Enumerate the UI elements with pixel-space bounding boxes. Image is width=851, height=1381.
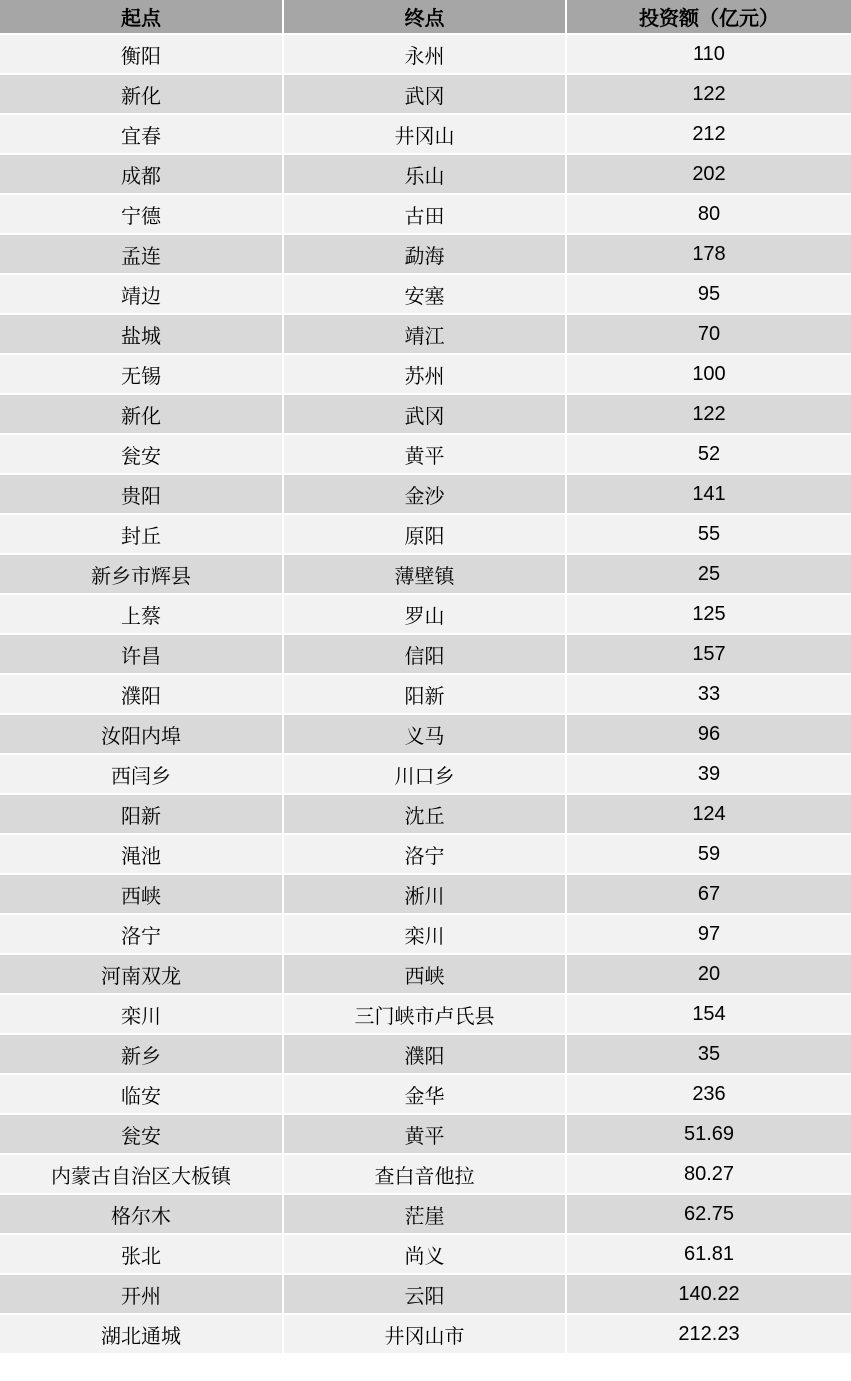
cell-origin: 渑池: [0, 834, 283, 874]
cell-destination: 安塞: [283, 274, 566, 314]
table-header-row: [0, 0, 851, 34]
column-header-origin: 起点: [0, 0, 283, 34]
cell-destination: 三门峡市卢氏县: [283, 994, 566, 1034]
cell-investment: 212: [566, 114, 851, 154]
cell-origin: 湖北通城: [0, 1314, 283, 1354]
cell-origin: 新化: [0, 74, 283, 114]
cell-origin: 阳新: [0, 794, 283, 834]
cell-destination: 永州: [283, 34, 566, 74]
cell-destination: 黄平: [283, 1114, 566, 1154]
cell-investment: 140.22: [566, 1274, 851, 1314]
cell-investment: 178: [566, 234, 851, 274]
cell-destination: 井冈山市: [283, 1314, 566, 1354]
table-row: [0, 434, 851, 474]
cell-destination: 金华: [283, 1074, 566, 1114]
cell-origin: 洛宁: [0, 914, 283, 954]
table-row: [0, 154, 851, 194]
cell-investment: 100: [566, 354, 851, 394]
cell-origin: 新乡市辉县: [0, 554, 283, 594]
table-row: [0, 1034, 851, 1074]
cell-origin: 河南双龙: [0, 954, 283, 994]
cell-investment: 110: [566, 34, 851, 74]
table-row: [0, 554, 851, 594]
cell-investment: 62.75: [566, 1194, 851, 1234]
cell-destination: 靖江: [283, 314, 566, 354]
cell-destination: 古田: [283, 194, 566, 234]
cell-origin: 内蒙古自治区大板镇: [0, 1154, 283, 1194]
cell-investment: 67: [566, 874, 851, 914]
cell-destination: 沈丘: [283, 794, 566, 834]
cell-investment: 25: [566, 554, 851, 594]
table-row: [0, 1194, 851, 1234]
cell-destination: 川口乡: [283, 754, 566, 794]
table-row: [0, 234, 851, 274]
table-row: [0, 874, 851, 914]
cell-destination: 黄平: [283, 434, 566, 474]
cell-destination: 尚义: [283, 1234, 566, 1274]
cell-investment: 154: [566, 994, 851, 1034]
cell-origin: 瓮安: [0, 1114, 283, 1154]
cell-destination: 查白音他拉: [283, 1154, 566, 1194]
table-row: [0, 1154, 851, 1194]
cell-investment: 20: [566, 954, 851, 994]
cell-investment: 212.23: [566, 1314, 851, 1354]
cell-investment: 80.27: [566, 1154, 851, 1194]
cell-destination: 洛宁: [283, 834, 566, 874]
cell-destination: 薄壁镇: [283, 554, 566, 594]
table-row: [0, 1074, 851, 1114]
column-header-investment: 投资额（亿元）: [566, 0, 851, 34]
cell-origin: 张北: [0, 1234, 283, 1274]
cell-investment: 33: [566, 674, 851, 714]
cell-investment: 141: [566, 474, 851, 514]
table-row: [0, 314, 851, 354]
cell-origin: 盐城: [0, 314, 283, 354]
cell-destination: 武冈: [283, 394, 566, 434]
cell-destination: 井冈山: [283, 114, 566, 154]
table-row: [0, 994, 851, 1034]
cell-origin: 栾川: [0, 994, 283, 1034]
table-row: [0, 34, 851, 74]
cell-destination: 乐山: [283, 154, 566, 194]
cell-destination: 阳新: [283, 674, 566, 714]
table-body: [0, 34, 851, 1354]
cell-origin: 宁德: [0, 194, 283, 234]
table-row: [0, 634, 851, 674]
cell-investment: 52: [566, 434, 851, 474]
cell-destination: 勐海: [283, 234, 566, 274]
table-row: [0, 674, 851, 714]
table-row: [0, 354, 851, 394]
cell-investment: 96: [566, 714, 851, 754]
cell-investment: 124: [566, 794, 851, 834]
cell-destination: 罗山: [283, 594, 566, 634]
cell-origin: 濮阳: [0, 674, 283, 714]
cell-investment: 80: [566, 194, 851, 234]
cell-investment: 95: [566, 274, 851, 314]
table-row: [0, 394, 851, 434]
cell-origin: 孟连: [0, 234, 283, 274]
cell-origin: 格尔木: [0, 1194, 283, 1234]
cell-origin: 瓮安: [0, 434, 283, 474]
cell-origin: 许昌: [0, 634, 283, 674]
table-row: [0, 114, 851, 154]
table-row: [0, 954, 851, 994]
table-row: [0, 474, 851, 514]
cell-origin: 汝阳内埠: [0, 714, 283, 754]
cell-destination: 原阳: [283, 514, 566, 554]
cell-origin: 西闫乡: [0, 754, 283, 794]
cell-destination: 濮阳: [283, 1034, 566, 1074]
cell-origin: 临安: [0, 1074, 283, 1114]
table-row: [0, 1234, 851, 1274]
cell-destination: 金沙: [283, 474, 566, 514]
cell-origin: 新乡: [0, 1034, 283, 1074]
cell-origin: 衡阳: [0, 34, 283, 74]
table-row: [0, 754, 851, 794]
cell-destination: 西峡: [283, 954, 566, 994]
cell-destination: 武冈: [283, 74, 566, 114]
table-row: [0, 1114, 851, 1154]
cell-destination: 苏州: [283, 354, 566, 394]
cell-investment: 157: [566, 634, 851, 674]
cell-investment: 35: [566, 1034, 851, 1074]
cell-destination: 义马: [283, 714, 566, 754]
table-row: [0, 74, 851, 114]
cell-origin: 宜春: [0, 114, 283, 154]
table-row: [0, 914, 851, 954]
cell-investment: 97: [566, 914, 851, 954]
cell-investment: 122: [566, 74, 851, 114]
cell-investment: 59: [566, 834, 851, 874]
cell-investment: 122: [566, 394, 851, 434]
cell-investment: 236: [566, 1074, 851, 1114]
table-row: [0, 834, 851, 874]
cell-investment: 70: [566, 314, 851, 354]
column-header-destination: 终点: [283, 0, 566, 34]
cell-investment: 202: [566, 154, 851, 194]
table-row: [0, 514, 851, 554]
table-row: [0, 714, 851, 754]
cell-origin: 贵阳: [0, 474, 283, 514]
cell-origin: 西峡: [0, 874, 283, 914]
table-row: [0, 794, 851, 834]
cell-origin: 新化: [0, 394, 283, 434]
cell-origin: 上蔡: [0, 594, 283, 634]
cell-origin: 靖边: [0, 274, 283, 314]
table-row: [0, 594, 851, 634]
cell-origin: 成都: [0, 154, 283, 194]
cell-destination: 栾川: [283, 914, 566, 954]
cell-investment: 55: [566, 514, 851, 554]
table-row: [0, 1274, 851, 1314]
cell-origin: 无锡: [0, 354, 283, 394]
cell-investment: 125: [566, 594, 851, 634]
table-row: [0, 1314, 851, 1354]
cell-destination: 信阳: [283, 634, 566, 674]
table-header: [0, 0, 851, 34]
cell-investment: 61.81: [566, 1234, 851, 1274]
cell-destination: 云阳: [283, 1274, 566, 1314]
cell-investment: 51.69: [566, 1114, 851, 1154]
cell-destination: 淅川: [283, 874, 566, 914]
cell-investment: 39: [566, 754, 851, 794]
cell-origin: 封丘: [0, 514, 283, 554]
cell-destination: 茫崖: [283, 1194, 566, 1234]
cell-origin: 开州: [0, 1274, 283, 1314]
table-row: [0, 274, 851, 314]
table-row: [0, 194, 851, 234]
